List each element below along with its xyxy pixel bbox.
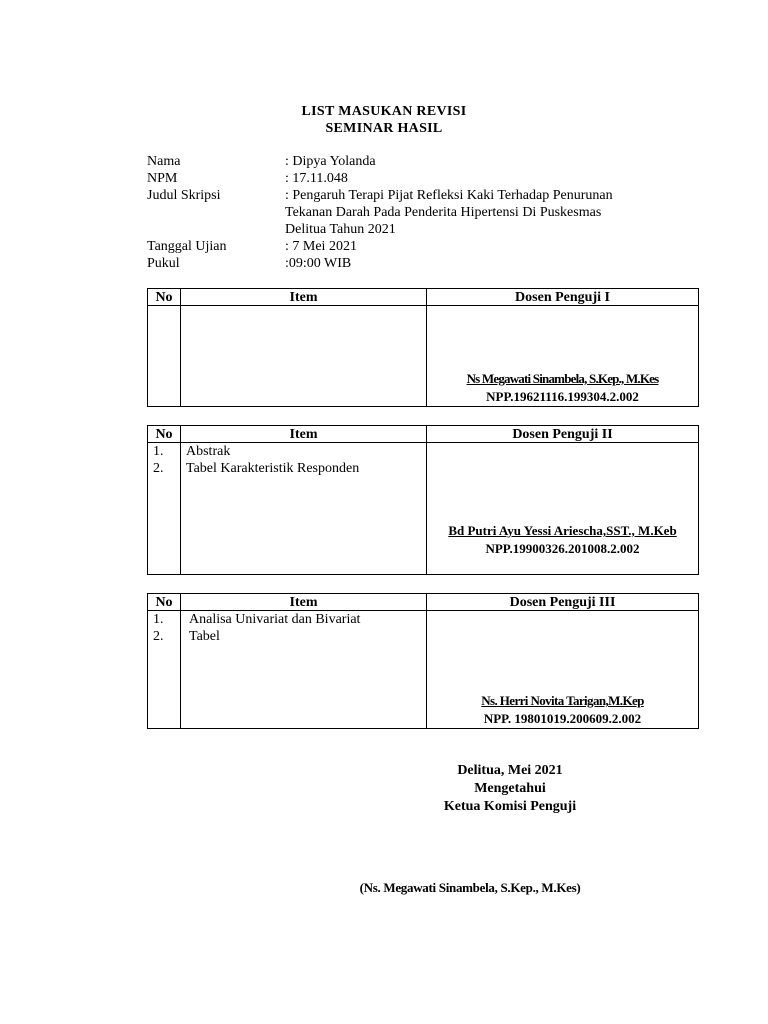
revision-table-penguji-1	[147, 288, 699, 407]
pukul-value: :09:00 WIB	[285, 256, 352, 271]
items-cell	[181, 306, 427, 407]
info-row-tanggal	[147, 238, 655, 255]
col-item-header: Item	[181, 594, 427, 611]
info-row-npm	[147, 170, 655, 187]
numbers-cell	[148, 443, 181, 575]
signature-cell	[427, 443, 699, 575]
npm-value: : 17.11.048	[285, 171, 348, 186]
signer-npp: NPP.19621116.199304.2.002	[486, 389, 639, 404]
list-item: Tabel	[189, 629, 220, 644]
judul-value	[285, 187, 655, 238]
signature-block	[427, 370, 698, 406]
place-date: Delitua, Mei 2021	[457, 763, 563, 778]
table-header-row	[148, 426, 699, 443]
revision-table-penguji-2	[147, 425, 699, 575]
signature-block	[427, 522, 698, 558]
col-no-header: No	[148, 289, 181, 306]
col-dosen-header: Dosen Penguji III	[427, 594, 699, 611]
col-item-header: Item	[181, 289, 427, 306]
judul-line-2: Tekanan Darah Pada Penderita Hipertensi Di Puskesmas	[285, 205, 602, 220]
table-body-row	[148, 443, 699, 575]
col-no-header: No	[148, 426, 181, 443]
col-dosen-header: Dosen Penguji II	[427, 426, 699, 443]
signer-name: Ns. Herri Novita Tarigan,M.Kep	[481, 693, 644, 708]
info-row-judul	[147, 187, 655, 238]
items-cell	[181, 443, 427, 575]
list-number: 1.	[153, 612, 164, 627]
revision-table-penguji-3	[147, 593, 699, 729]
table-body-row	[148, 611, 699, 729]
signer-npp: NPP. 19801019.200609.2.002	[483, 711, 642, 726]
signer-npp: NPP.19900326.201008.2.002	[485, 541, 640, 556]
mengetahui-label: Mengetahui	[474, 781, 546, 796]
table-header-row	[148, 289, 699, 306]
tanggal-value: : 7 Mei 2021	[285, 239, 357, 254]
table-body-row	[148, 306, 699, 407]
closing-signer-name: (Ns. Megawati Sinambela, S.Kep., M.Kes)	[359, 880, 581, 895]
signature-cell	[427, 306, 699, 407]
judul-line-3: Delitua Tahun 2021	[285, 222, 396, 237]
info-row-pukul	[147, 255, 655, 272]
judul-line-1: : Pengaruh Terapi Pijat Refleksi Kaki Terhadap Penurunan	[285, 188, 613, 203]
col-no-header: No	[148, 594, 181, 611]
signature-block	[427, 692, 698, 728]
table-header-row	[148, 594, 699, 611]
pukul-label: Pukul	[147, 256, 180, 271]
student-info	[147, 153, 655, 272]
document-subtitle: SEMINAR HASIL	[325, 121, 443, 136]
tanggal-label: Tanggal Ujian	[147, 239, 227, 254]
col-item-header: Item	[181, 426, 427, 443]
list-item: Analisa Univariat dan Bivariat	[189, 612, 361, 627]
numbers-cell	[148, 611, 181, 729]
list-number: 2.	[153, 461, 164, 476]
role-label: Ketua Komisi Penguji	[443, 799, 577, 814]
signer-name: Ns Megawati Sinambela, S.Kep., M.Kes	[466, 371, 659, 386]
nama-value: : Dipya Yolanda	[285, 154, 376, 169]
list-number: 2.	[153, 629, 164, 644]
judul-label: Judul Skripsi	[147, 188, 221, 203]
col-dosen-header: Dosen Penguji I	[427, 289, 699, 306]
numbers-cell	[148, 306, 181, 407]
nama-label: Nama	[147, 154, 181, 169]
info-row-nama	[147, 153, 655, 170]
signature-cell	[427, 611, 699, 729]
list-item: Tabel Karakteristik Responden	[186, 461, 360, 476]
signer-name: Bd Putri Ayu Yessi Ariescha,SST., M.Keb	[448, 523, 677, 538]
document-title: LIST MASUKAN REVISI	[301, 104, 467, 119]
list-number: 1.	[153, 444, 164, 459]
npm-label: NPM	[147, 171, 178, 186]
list-item: Abstrak	[186, 444, 231, 459]
items-cell	[181, 611, 427, 729]
